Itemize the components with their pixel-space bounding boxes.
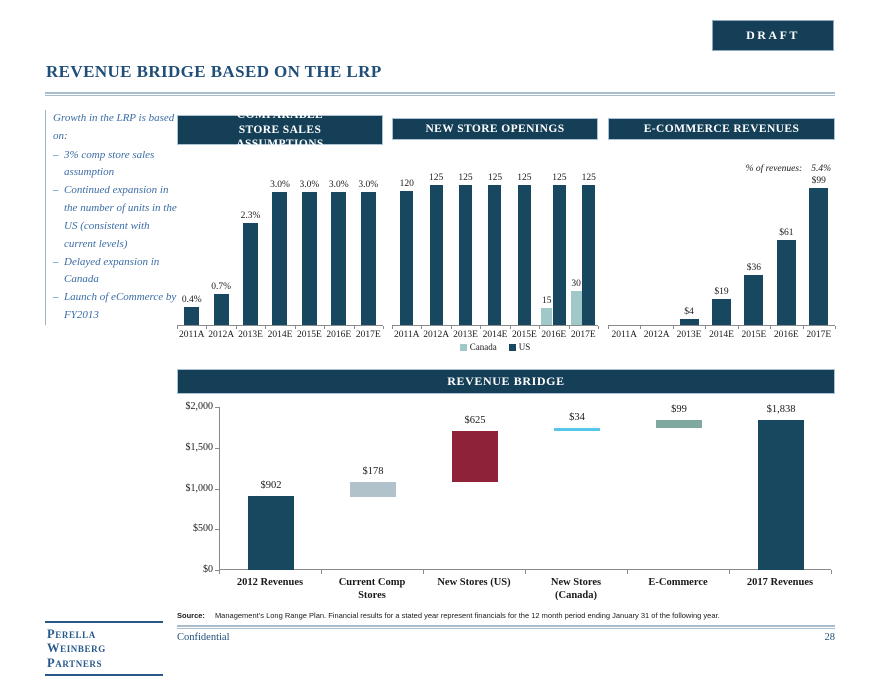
bar [361, 192, 376, 325]
y-axis-tick [215, 448, 219, 449]
axis-tick [569, 326, 570, 329]
source-label: Source: [177, 611, 205, 620]
bar-value-label: 125 [517, 173, 532, 183]
x-axis-tick [729, 570, 730, 574]
sidebar-bullet-list [53, 147, 178, 325]
x-axis-new-store-openings [392, 325, 598, 329]
bar-column [712, 287, 731, 325]
bridge-bar [350, 482, 396, 497]
plot-area-comparable-store-sales [177, 145, 383, 325]
bar-column [300, 180, 320, 325]
source-note [177, 611, 835, 620]
us-legend-swatch [509, 344, 516, 351]
x-tick-label: 2016E [326, 330, 352, 340]
bar [272, 192, 287, 325]
bar-column [571, 279, 582, 325]
bridge-bar [248, 496, 294, 570]
x-tick-label: 2016E [541, 330, 567, 340]
x-tick-label: 2013E [453, 330, 478, 340]
bar-value-label: $61 [779, 228, 794, 238]
x-axis-tick [219, 570, 220, 574]
bar-value-label: $36 [746, 263, 762, 273]
bar-value-label: 125 [458, 173, 473, 183]
x-tick-label: 2011A [393, 330, 420, 340]
x-tick-label: 2014E [482, 330, 508, 340]
perella-weinberg-partners-logo [45, 621, 163, 676]
bar-value-label: $99 [811, 176, 826, 186]
bar-value-label: 120 [399, 179, 414, 189]
bar-value-label: 125 [429, 173, 444, 183]
bridge-bar-value-label: $99 [671, 404, 687, 415]
bridge-category-label: 2017 Revenues [746, 577, 814, 588]
bar-column [270, 180, 290, 325]
bar-value-label: 15 [541, 296, 552, 306]
bar-column [329, 180, 349, 325]
bar-value-label: 0.7% [211, 282, 232, 292]
axis-tick [598, 326, 599, 329]
legend-item-us [509, 342, 531, 352]
y-axis-label: $1,500 [185, 442, 213, 453]
x-axis-tick [525, 570, 526, 574]
new-store-openings-chart [392, 115, 598, 352]
bar-column [211, 282, 231, 325]
bar-slot [673, 307, 705, 325]
bar-column [182, 295, 202, 325]
bar-slot [265, 180, 294, 325]
x-tick-label: 2012A [423, 330, 450, 340]
bridge-bar-value-label: $178 [362, 466, 384, 477]
sidebar-bullet: – Launch of eCommerce by FY2013 [53, 289, 178, 325]
x-tick-label: 2013E [238, 330, 263, 340]
x-tick-label: 2017E [355, 330, 381, 340]
annotation-label: % of revenues: [745, 164, 803, 174]
chart-title-comparable-store-sales: COMPARABLE STORE SALES ASSUMPTIONS [177, 115, 383, 145]
bar [553, 185, 566, 325]
axis-tick [480, 326, 481, 329]
bar-slot [803, 176, 835, 325]
plot-area-ecommerce-revenues [608, 140, 835, 325]
bar-column [488, 173, 502, 325]
x-tick-label: 2014E [267, 330, 293, 340]
axis-tick [354, 326, 355, 329]
bar-column [680, 307, 699, 325]
bar-slot [569, 173, 598, 325]
annotation-value: 5.4% [811, 164, 831, 174]
axis-tick [539, 326, 540, 329]
bar-column [541, 296, 552, 325]
bar-column [358, 180, 378, 325]
bridge-category-label: New Stores (Canada) [550, 577, 602, 602]
bar-column [429, 173, 443, 325]
x-tick-label: 2012A [208, 330, 235, 340]
bridge-category-labels [219, 576, 831, 602]
bar-slot [705, 287, 737, 325]
sidebar-notes [45, 110, 178, 325]
bridge-bar-value-label: $1,838 [766, 404, 796, 415]
x-axis-tick [831, 570, 832, 574]
revenue-bridge-title: REVENUE BRIDGE [177, 369, 835, 394]
bar-slot [421, 173, 450, 325]
x-tick-label: 2011A [611, 330, 637, 340]
bar [712, 299, 731, 325]
bar-slot [354, 180, 383, 325]
bar-value-label: $19 [714, 287, 729, 297]
bar [541, 308, 552, 325]
axis-tick [421, 326, 422, 329]
bar [518, 185, 531, 325]
bar-column [777, 228, 796, 325]
x-tick-label: 2012A [643, 330, 670, 340]
axis-tick [324, 326, 325, 329]
bridge-bar-value-label: $34 [569, 412, 585, 423]
chart-title-new-store-openings: NEW STORE OPENINGS [392, 118, 598, 140]
sidebar-bullet: – 3% comp store sales assumption [53, 147, 178, 183]
bar [331, 192, 346, 325]
chart-title-ecommerce-revenues: E-COMMERCE REVENUES [608, 118, 835, 140]
x-axis-tick [627, 570, 628, 574]
axis-tick [835, 326, 836, 329]
bar-value-label: 30 [571, 279, 581, 289]
bar [582, 185, 595, 325]
bar-slot [177, 295, 206, 325]
bridge-bar-value-label: $625 [464, 415, 486, 426]
logo-line-perella: Perella [47, 627, 96, 641]
axis-tick [392, 326, 393, 329]
y-axis-tick [215, 489, 219, 490]
bar-slot [236, 211, 265, 325]
bar [777, 240, 796, 325]
x-tick-label: 2014E [709, 330, 734, 340]
bar-slot [295, 180, 324, 325]
bar-slot [510, 173, 539, 325]
bar [488, 185, 501, 325]
bar-slot [539, 173, 568, 325]
bar [430, 185, 443, 325]
x-axis-labels-comparable-store-sales [177, 329, 383, 340]
axis-tick [295, 326, 296, 329]
bar [214, 294, 229, 325]
bar-value-label: 3.0% [358, 180, 379, 190]
bar [809, 188, 828, 325]
sidebar-bullet: – Continued expansion in the number of units in the US (consistent with current levels) [53, 182, 178, 253]
chart-legend [392, 342, 598, 352]
canada-legend-swatch [460, 344, 467, 351]
sidebar-bullet: – Delayed expansion in Canada [53, 254, 178, 290]
bridge-bar [656, 420, 702, 428]
bar-value-label: 2.3% [240, 211, 261, 221]
bridge-bar [452, 431, 498, 482]
axis-tick [383, 326, 384, 329]
bar-column [241, 211, 261, 325]
x-axis-tick [321, 570, 322, 574]
axis-tick [236, 326, 237, 329]
x-axis-ecommerce-revenues [608, 325, 835, 329]
x-tick-label: 2016E [773, 330, 799, 340]
bar-slot [480, 173, 509, 325]
axis-tick [705, 326, 706, 329]
draft-badge: DRAFT [712, 20, 834, 51]
x-tick-label: 2015E [296, 330, 322, 340]
page-title: REVENUE BRIDGE BASED ON THE LRP [46, 62, 382, 81]
bar-value-label: 125 [487, 173, 503, 183]
bar-slot [451, 173, 480, 325]
bar-slot [770, 228, 802, 325]
title-divider [45, 92, 835, 96]
bar-value-label: 125 [552, 173, 567, 183]
bar-value-label: 3.0% [270, 180, 290, 190]
y-axis-tick [215, 529, 219, 530]
bridge-category-label: 2012 Revenues [236, 577, 304, 588]
bar [302, 192, 317, 325]
bar-value-label: 3.0% [328, 180, 349, 190]
axis-tick [206, 326, 207, 329]
axis-tick [510, 326, 511, 329]
axis-tick [640, 326, 641, 329]
bridge-category-label: Current Comp Stores [338, 577, 406, 602]
bar-column [517, 173, 531, 325]
bar-slot [738, 263, 770, 325]
bar [744, 275, 763, 325]
y-axis-label: $0 [203, 564, 213, 575]
plot-area-new-store-openings [392, 140, 598, 325]
axis-tick [738, 326, 739, 329]
bar-slot [206, 282, 235, 325]
bar [400, 191, 413, 325]
y-axis-tick [215, 407, 219, 408]
logo-line-partners: Partners [47, 655, 103, 670]
bridge-plot-area [219, 404, 831, 570]
comparable-store-sales-chart [177, 109, 383, 340]
x-axis-labels-new-store-openings [392, 329, 598, 340]
y-axis-label: $500 [193, 523, 213, 534]
legend-label-us: US [518, 342, 531, 352]
ecommerce-revenues-chart [608, 115, 835, 340]
bar [571, 291, 582, 325]
bar-column [552, 173, 566, 325]
axis-tick [265, 326, 266, 329]
y-axis-label: $2,000 [185, 401, 213, 412]
logo-line-weinberg: Weinberg [47, 641, 106, 656]
confidential-label: Confidential [177, 632, 230, 643]
axis-tick [451, 326, 452, 329]
bar [184, 307, 199, 325]
x-tick-label: 2015E [511, 330, 537, 340]
bridge-category-label: E-Commerce [648, 577, 708, 588]
bridge-bar [758, 420, 804, 570]
axis-tick [803, 326, 804, 329]
legend-item-canada [460, 342, 497, 352]
source-text: Management’s Long Range Plan. Financial results for a stated year represent financials for the 12 month period ending January 31 of the following year. [214, 611, 720, 620]
revenue-bridge-chart [177, 400, 835, 615]
sidebar-intro-text: Growth in the LRP is based on: [53, 112, 175, 142]
y-axis-label: $1,000 [185, 483, 213, 494]
axis-tick [608, 326, 609, 329]
bar-column [809, 176, 828, 325]
legend-label-canada: Canada [469, 342, 497, 352]
bar [459, 185, 472, 325]
x-axis-labels-ecommerce-revenues [608, 329, 835, 340]
axis-tick [177, 326, 178, 329]
page-number: 28 [824, 632, 835, 643]
x-tick-label: 2011A [178, 330, 205, 340]
bar-slot [392, 179, 421, 325]
bridge-category-label: New Stores (US) [437, 577, 511, 588]
bridge-bar-value-label: $902 [260, 480, 282, 491]
bar [243, 223, 258, 325]
bar-column [458, 173, 472, 325]
bar-slot [324, 180, 353, 325]
bar-column [744, 263, 763, 325]
x-tick-label: 2017E [570, 330, 596, 340]
x-tick-label: 2013E [676, 330, 702, 340]
axis-tick [673, 326, 674, 329]
x-axis-comparable-store-sales [177, 325, 383, 329]
footer-divider [177, 625, 835, 629]
x-tick-label: 2015E [741, 330, 767, 340]
bar-value-label: $4 [684, 307, 694, 317]
bar-column [400, 179, 414, 325]
bar-value-label: 0.4% [181, 295, 202, 305]
bar-value-label: 125 [581, 173, 596, 183]
x-tick-label: 2017E [806, 330, 832, 340]
axis-tick [770, 326, 771, 329]
bridge-bar [554, 428, 600, 431]
bar-column [582, 173, 596, 325]
bar-value-label: 3.0% [299, 180, 320, 190]
pct-of-revenues-annotation [746, 164, 831, 174]
x-axis-tick [423, 570, 424, 574]
